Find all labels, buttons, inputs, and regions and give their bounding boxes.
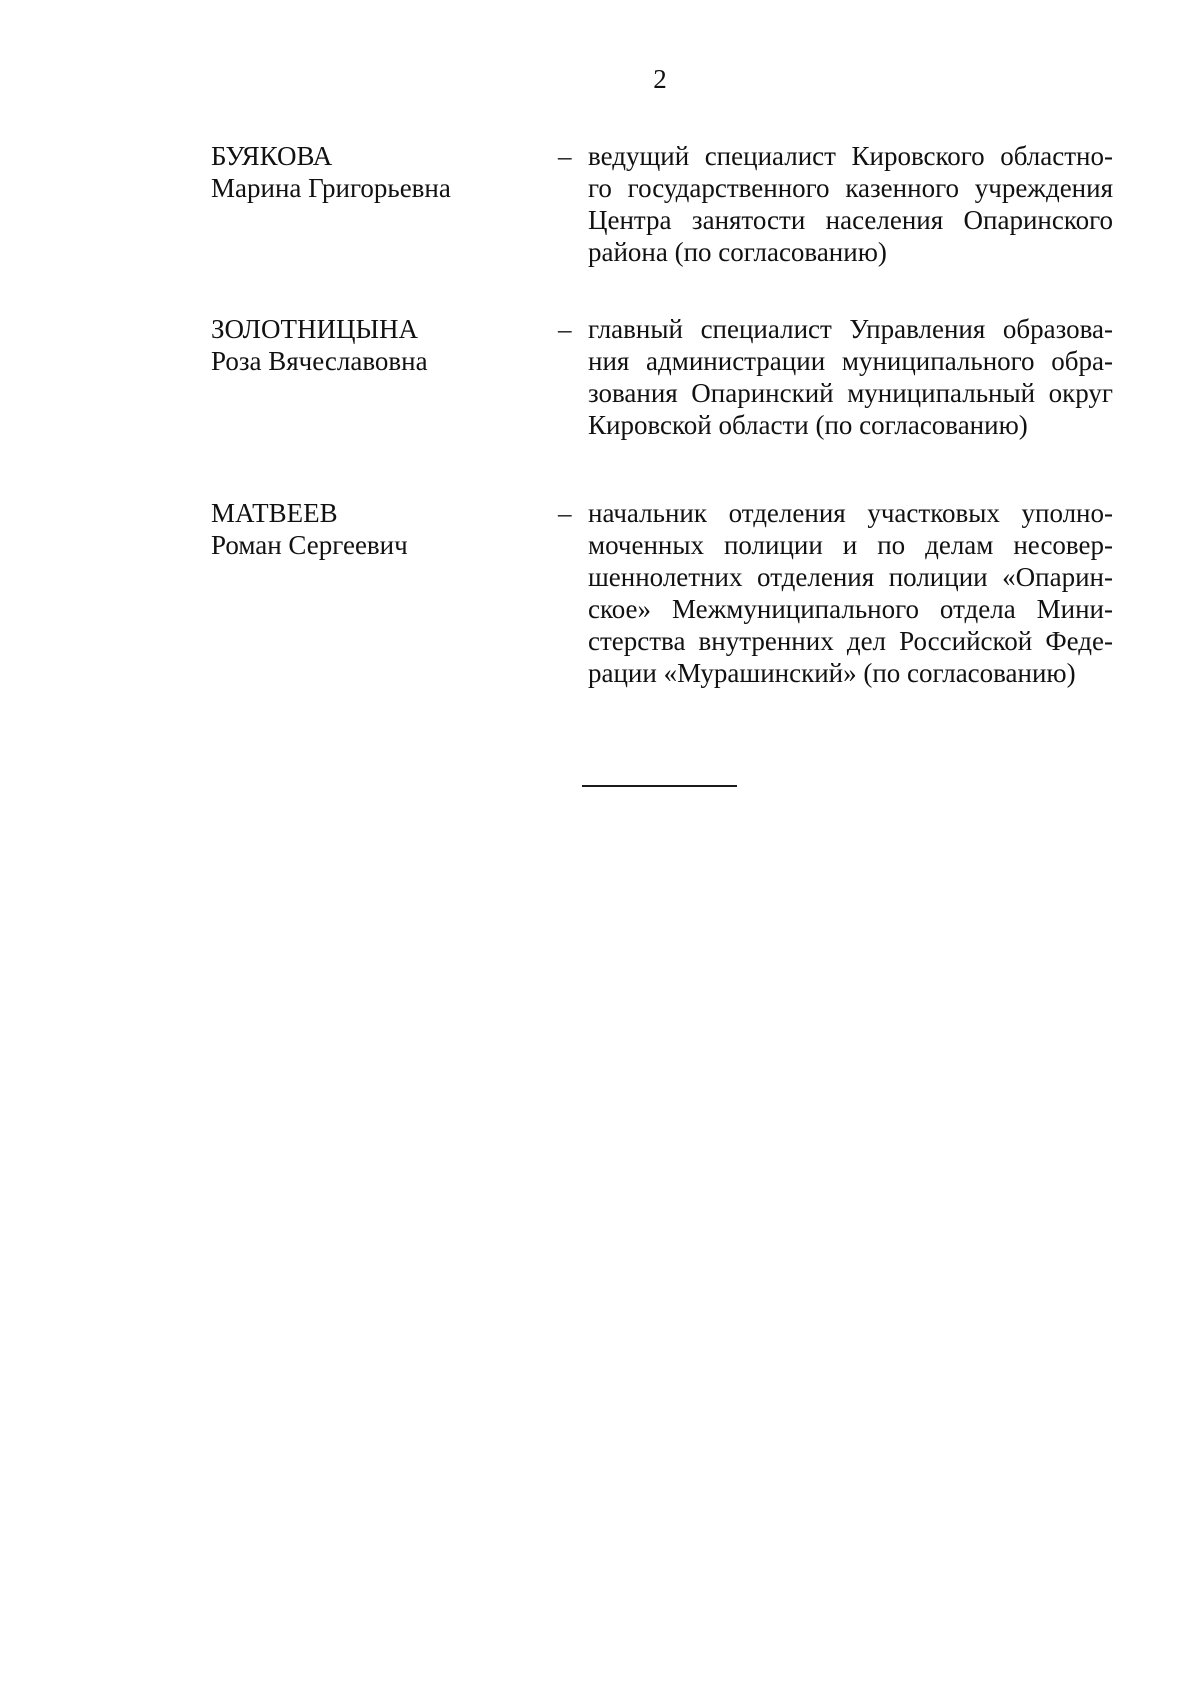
position-line: главный специалист Управления образова-: [588, 314, 1113, 344]
position-line: рации «Мурашинский» (по согласованию): [588, 658, 1076, 688]
member-name: [211, 497, 541, 561]
position-line: моченных полиции и по делам несовер-: [588, 530, 1113, 560]
member-position: [588, 140, 1113, 268]
member-surname: МАТВЕЕВ: [211, 498, 338, 528]
position-line: Кировской области (по согласованию): [588, 410, 1028, 440]
member-position: [588, 313, 1113, 441]
member-surname: ЗОЛОТНИЦЫНА: [211, 314, 419, 344]
position-line: шеннолетних отделения полиции «Опарин-: [588, 562, 1113, 592]
position-line: ское» Межмуниципального отдела Мини-: [588, 594, 1113, 624]
position-line: ведущий специалист Кировского областно-: [588, 141, 1113, 171]
position-line: Центра занятости населения Опаринского: [588, 205, 1113, 235]
position-line: зования Опаринский муниципальный округ: [588, 378, 1113, 408]
position-line: района (по согласованию): [588, 237, 887, 267]
position-line: стерства внутренних дел Российской Феде-: [588, 626, 1113, 656]
member-surname: БУЯКОВА: [211, 141, 333, 171]
member-given-names: Роза Вячеславовна: [211, 346, 428, 376]
position-line: го государственного казенного учреждения: [588, 173, 1113, 203]
entry-dash: –: [558, 314, 572, 344]
member-name: [211, 140, 541, 204]
end-divider: [582, 785, 737, 787]
member-position: [588, 497, 1113, 689]
position-line: ния администрации муниципального обра-: [588, 346, 1113, 376]
entry-dash: –: [558, 498, 572, 528]
member-name: [211, 313, 541, 377]
page-number: 2: [653, 64, 667, 94]
position-line: начальник отделения участковых уполно-: [588, 498, 1113, 528]
member-given-names: Марина Григорьевна: [211, 173, 451, 203]
member-given-names: Роман Сергеевич: [211, 530, 408, 560]
entry-dash: –: [558, 141, 572, 171]
